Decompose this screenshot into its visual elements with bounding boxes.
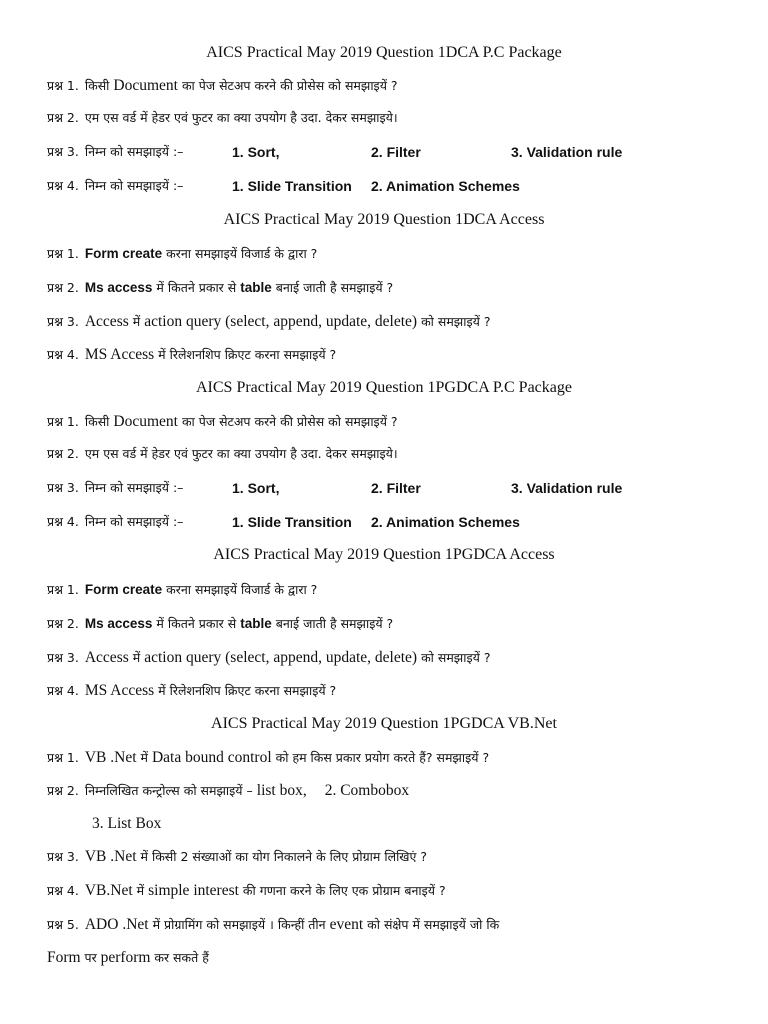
question-text: कर सकते हैं	[154, 950, 209, 965]
question-text: किसी	[84, 78, 110, 93]
section-heading-pgdca-pc-package: AICS Practical May 2019 Question 1PGDCA P.C Package	[196, 379, 572, 396]
question-term: Ms access	[84, 616, 153, 631]
question-text: में	[140, 750, 148, 765]
option-filter: 2. Filter	[371, 480, 421, 496]
question-text: पर	[84, 950, 97, 965]
question-number: प्रश्न 3.	[47, 480, 79, 495]
question-text: बनाई जाती है समझाइयें ?	[275, 616, 394, 631]
question-term: table	[240, 280, 272, 295]
question-term: Access	[84, 649, 129, 666]
question-term: ADO .Net	[84, 916, 149, 933]
question-text: में	[132, 650, 141, 665]
option-validation-rule: 3. Validation rule	[511, 144, 623, 160]
question-term: Document	[113, 413, 178, 430]
question-term: Data bound control	[151, 749, 272, 766]
section-heading-dca-pc-package: AICS Practical May 2019 Question 1DCA P.C Package	[206, 44, 562, 61]
question-text: में रिलेशनशिप क्रिएट करना समझाइयें ?	[158, 683, 337, 698]
question-1	[47, 749, 489, 767]
question-text: में किसी 2 संख्याओं का योग निकालने के लिए प्रोग्राम लिखिएं ?	[140, 849, 428, 864]
question-text: को हम किस प्रकार प्रयोग करते हैं? समझाइयें ?	[275, 750, 490, 765]
question-3	[47, 479, 183, 497]
question-3	[47, 848, 427, 866]
question-number: प्रश्न 4.	[47, 178, 79, 193]
question-number: प्रश्न 3.	[47, 314, 79, 329]
question-3	[47, 143, 183, 161]
question-text: का पेज सेटअप करने की प्रोसेस को समझाइयें ?	[181, 78, 398, 93]
question-number: प्रश्न 5.	[47, 917, 79, 932]
question-text: की गणना करने के लिए एक प्रोग्राम बनाइयें ?	[242, 883, 446, 898]
question-number: प्रश्न 2.	[47, 280, 79, 295]
question-number: प्रश्न 1.	[47, 246, 79, 261]
question-term: Document	[113, 77, 178, 94]
question-5-continuation	[47, 948, 209, 968]
question-text: बनाई जाती है समझाइयें ?	[275, 280, 394, 295]
question-text: को संक्षेप में समझाइयें जो कि	[367, 917, 500, 932]
question-text: करना समझाइयें विजार्ड के द्वारा ?	[166, 582, 318, 597]
question-text: किसी	[84, 414, 110, 429]
question-term: VB .Net	[84, 848, 137, 865]
question-1	[47, 245, 317, 263]
option-filter: 2. Filter	[371, 144, 421, 160]
question-text: एम एस वर्ड में हेडर एवं फुटर का क्या उपयोग है उदा. देकर समझाइये।	[84, 110, 398, 125]
question-text: में कितने प्रकार से	[156, 616, 237, 631]
option-sort: 1. Sort,	[232, 480, 280, 496]
section-heading-dca-access: AICS Practical May 2019 Question 1DCA Access	[223, 211, 545, 228]
section-heading-pgdca-access: AICS Practical May 2019 Question 1PGDCA Access	[213, 546, 555, 563]
question-text: को समझाइयें ?	[421, 650, 491, 665]
option-sort: 1. Sort,	[232, 144, 280, 160]
question-text: करना समझाइयें विजार्ड के द्वारा ?	[166, 246, 318, 261]
question-4	[47, 882, 446, 900]
option-list-box: 3. List Box	[92, 815, 162, 832]
question-text: में	[136, 883, 145, 898]
question-number: प्रश्न 2.	[47, 446, 79, 461]
question-text: में	[132, 314, 141, 329]
question-text: निम्न को समझाइयें :–	[84, 144, 184, 159]
question-2	[47, 445, 398, 463]
question-text: निम्न को समझाइयें :–	[84, 178, 184, 193]
option-animation-schemes: 2. Animation Schemes	[371, 178, 520, 194]
question-term: action query (select, append, update, delete)	[144, 649, 418, 666]
question-term: Access	[84, 313, 129, 330]
section-heading-pgdca-vbnet: AICS Practical May 2019 Question 1PGDCA VB.Net	[211, 715, 557, 732]
question-term: Form	[47, 949, 81, 966]
question-4	[47, 513, 183, 531]
question-text: में प्रोग्रामिंग को समझाइयें । किन्हीं तीन	[152, 917, 326, 932]
question-1	[47, 581, 317, 599]
question-text: निम्न को समझाइयें :–	[84, 514, 184, 529]
question-5	[47, 916, 499, 934]
question-3	[47, 313, 490, 331]
question-2	[47, 109, 398, 127]
question-number: प्रश्न 1.	[47, 750, 79, 765]
question-term: MS Access	[84, 682, 155, 699]
question-number: प्रश्न 3.	[47, 650, 79, 665]
question-term: simple interest	[148, 882, 239, 899]
question-number: प्रश्न 4.	[47, 514, 79, 529]
question-number: प्रश्न 3.	[47, 144, 79, 159]
question-2	[47, 615, 393, 633]
question-number: प्रश्न 1.	[47, 582, 79, 597]
option-slide-transition: 1. Slide Transition	[232, 514, 352, 530]
question-number: प्रश्न 4.	[47, 883, 79, 898]
question-text: को समझाइयें ?	[421, 314, 491, 329]
question-number: प्रश्न 2.	[47, 616, 79, 631]
question-term: 2. Combobox	[324, 782, 410, 799]
question-number: प्रश्न 4.	[47, 683, 79, 698]
question-term: table	[240, 616, 272, 631]
question-text: निम्नलिखित कन्ट्रोल्स को समझाइयें –	[84, 783, 253, 798]
question-number: प्रश्न 2.	[47, 110, 79, 125]
question-2	[47, 279, 393, 297]
question-3	[47, 649, 490, 667]
question-term: VB .Net	[84, 749, 137, 766]
question-number: प्रश्न 1.	[47, 78, 79, 93]
question-4	[47, 346, 336, 364]
question-number: प्रश्न 2.	[47, 783, 79, 798]
option-validation-rule: 3. Validation rule	[511, 480, 623, 496]
question-4	[47, 177, 183, 195]
question-term: Form create	[84, 582, 163, 597]
question-term: list box,	[256, 782, 307, 799]
question-number: प्रश्न 3.	[47, 849, 79, 864]
question-text: में रिलेशनशिप क्रिएट करना समझाइयें ?	[158, 347, 337, 362]
question-text: एम एस वर्ड में हेडर एवं फुटर का क्या उपयोग है उदा. देकर समझाइये।	[84, 446, 398, 461]
question-number: प्रश्न 1.	[47, 414, 79, 429]
question-term: MS Access	[84, 346, 155, 363]
question-2	[47, 782, 409, 800]
option-slide-transition: 1. Slide Transition	[232, 178, 352, 194]
question-text: का पेज सेटअप करने की प्रोसेस को समझाइयें ?	[181, 414, 398, 429]
question-text: निम्न को समझाइयें :–	[84, 480, 184, 495]
question-number: प्रश्न 4.	[47, 347, 79, 362]
question-1	[47, 77, 398, 95]
question-4	[47, 682, 336, 700]
question-term: action query (select, append, update, delete)	[144, 313, 418, 330]
question-term: event	[329, 916, 364, 933]
question-term: Form create	[84, 246, 163, 261]
question-1	[47, 413, 398, 431]
question-term: VB.Net	[84, 882, 133, 899]
question-term: Ms access	[84, 280, 153, 295]
question-text: में कितने प्रकार से	[156, 280, 237, 295]
question-term: perform	[100, 949, 151, 966]
option-animation-schemes: 2. Animation Schemes	[371, 514, 520, 530]
